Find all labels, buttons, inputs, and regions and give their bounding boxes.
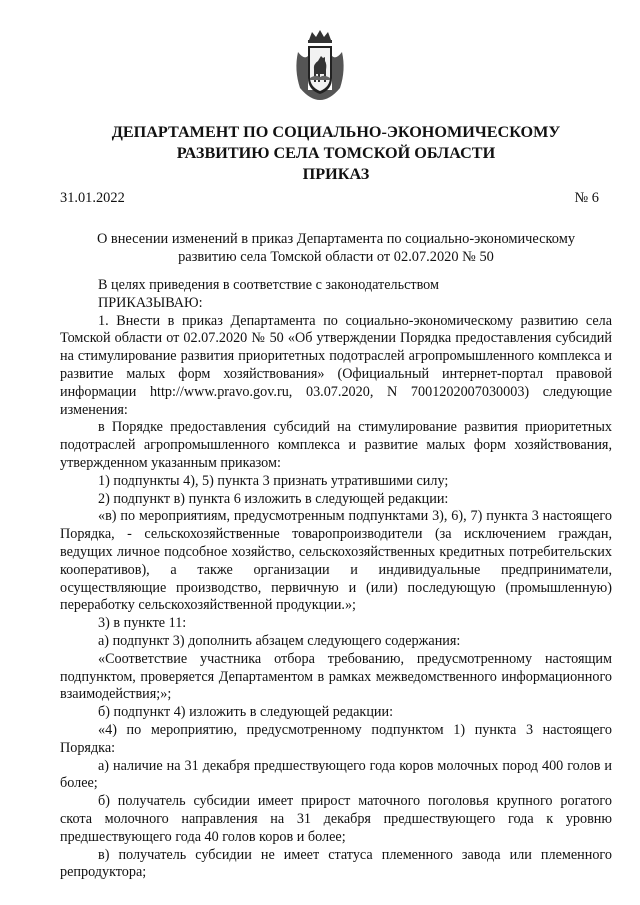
paragraph-quote-compliance: «Соответствие участника отбора требованию, предусмотренному настоящим подпунктом, проверяется Департаментом в рамках межведомственного информационного взаимодействия;»; [60,650,612,703]
paragraph-condition-v: в) получатель субсидии не имеет статуса племенного завода или племенного репродуктора; [60,846,612,881]
paragraph-change-3: 3) в пункте 11: [98,615,187,632]
document-subject-line-1: О внесении изменений в приказ Департамента по социально-экономическому [96,231,576,247]
paragraph-condition-a: а) наличие на 31 декабря предшествующего года коров молочных пород 400 голов и более; [60,757,612,792]
paragraph-change-3a: а) подпункт 3) дополнить абзацем следующего содержания: [98,632,461,649]
document-subject [60,230,612,266]
paragraph-procedure-intro: в Порядке предоставления субсидий на стимулирование развития приоритетных подотраслей агропромышленного комплекса и развитие малых форм хозяйствования, утвержденном указанным приказом: [60,419,612,471]
paragraph-quote-4: «4) по мероприятию, предусмотренному подпунктом 1) пункта 3 настоящего Порядка: [60,721,612,756]
paragraph-item-1: 1. Внести в приказ Департамента по социально-экономическому развитию села Томской области от 02.07.2020 № 50 «Об утверждении Порядка предоставления субсидий на стимулирование развития приоритетных подотраслей агропромышленного комплекса и развитие малых форм хозяйствования» (Официальный интернет-портал правовой информации http://www.pravo.gov.ru, 03.07.2020, N 7001202007030003) следующие изменения: [60,312,612,418]
paragraph-change-2: 2) подпункт в) пункта 6 изложить в следующей редакции: [98,490,449,507]
department-title-line-1: ДЕПАРТАМЕНТ ПО СОЦИАЛЬНО-ЭКОНОМИЧЕСКОМУ [111,123,561,141]
paragraph-order-word: ПРИКАЗЫВАЮ: [98,294,203,311]
department-title [60,122,612,164]
coat-of-arms-icon [292,30,348,102]
document-number: № 6 [574,190,599,206]
paragraph-change-1: 1) подпункты 4), 5) пункта 3 признать утратившими силу; [98,472,449,489]
paragraph-condition-b: б) получатель субсидии имеет прирост маточного поголовья крупного рогатого скота молочного направления на 31 декабря предшествующего года к уровню предшествующего года 40 голов коров и более; [60,793,612,845]
paragraph-change-3b: б) подпункт 4) изложить в следующей редакции: [98,704,394,721]
document-type: ПРИКАЗ [302,165,370,183]
paragraph-preamble: В целях приведения в соответствие с законодательством [98,277,439,293]
department-title-line-2: РАЗВИТИЮ СЕЛА ТОМСКОЙ ОБЛАСТИ [176,144,496,162]
paragraph-quote-v: «в) по мероприятиям, предусмотренным подпунктами 3), 6), 7) пункта 3 настоящего Порядка, - сельскохозяйственные товаропроизводители (за исключением граждан, ведущих личное подсобное хозяйство, сельскохозяйственных кредитных потребительских кооперативов), а также организации и индивидуальные предприниматели, осуществляющие производство, первичную и (или) последующую (промышленную) переработку сельскохозяйственной продукции.»; [60,508,612,614]
document-subject-line-2: развитию села Томской области от 02.07.2020 № 50 [178,249,494,265]
document-date: 31.01.2022 [60,190,125,206]
document-body [60,277,612,882]
